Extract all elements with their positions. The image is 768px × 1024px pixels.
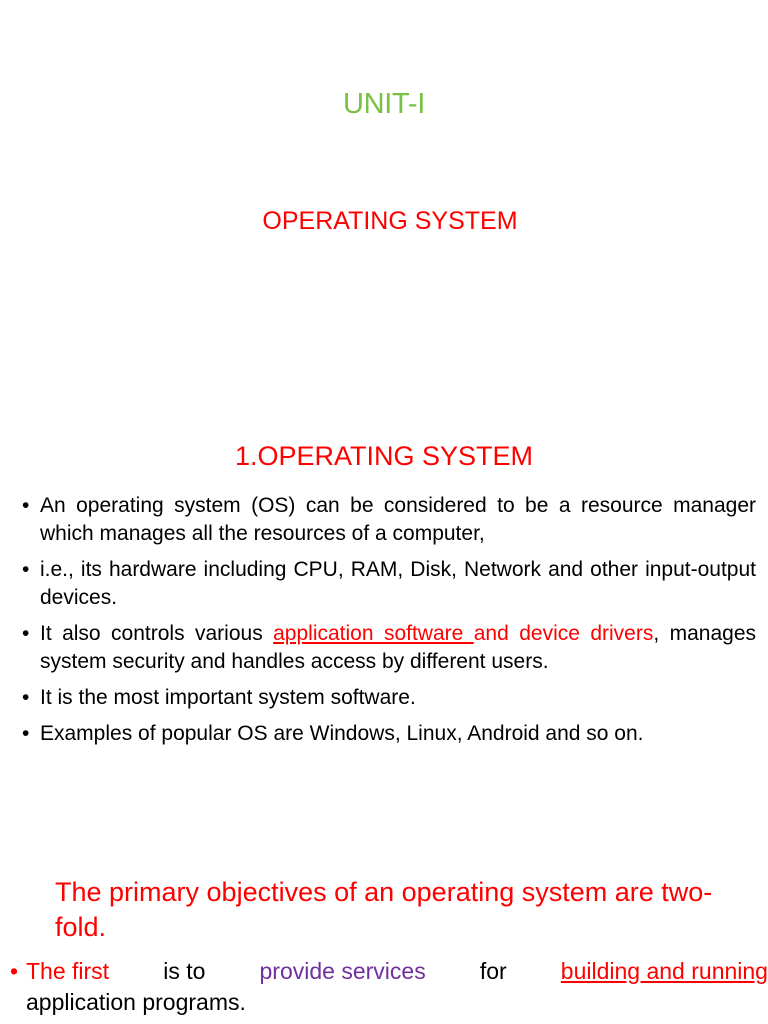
is-to-text: is to	[163, 958, 206, 984]
bullet-text-suffix: , manages system security and handles access by different users.	[40, 622, 757, 673]
for-text: for	[479, 958, 507, 984]
definition-bullet-list	[22, 492, 756, 756]
bullet-text: i.e., its hardware including CPU, RAM, Disk, Network and other input-output devices.	[40, 558, 756, 609]
bullet-item-resource-manager	[22, 492, 756, 548]
device-drivers-highlight: and device drivers	[473, 622, 654, 645]
bullet-item-examples	[22, 720, 756, 748]
first-objective-line	[26, 956, 768, 987]
bullet-item-controls	[22, 620, 756, 676]
bullet-text: It is the most important system software.	[40, 686, 416, 709]
bullet-marker: •	[22, 494, 30, 517]
application-software-highlight: application software	[273, 622, 474, 645]
bullet-marker: •	[10, 958, 19, 984]
unit-title: UNIT-I	[343, 88, 425, 120]
bullet-marker: •	[22, 622, 30, 645]
bullet-marker: •	[22, 722, 30, 745]
bullet-item-hardware	[22, 556, 756, 612]
provide-services-text: provide services	[259, 958, 426, 984]
the-first-text: The first	[26, 958, 110, 984]
first-objective-line-2: application programs.	[26, 989, 246, 1015]
main-heading: OPERATING SYSTEM	[262, 207, 518, 235]
first-objective-bullet	[10, 956, 768, 1018]
bullet-text: Examples of popular OS are Windows, Linux, Android and so on.	[40, 722, 644, 745]
bullet-text: An operating system (OS) can be considered to be a resource manager which manages all the resources of a computer,	[40, 494, 756, 545]
bullet-marker: •	[22, 558, 30, 581]
bullet-item-important	[22, 684, 756, 712]
section-heading: 1.OPERATING SYSTEM	[234, 441, 534, 471]
building-and-running-text: building and running	[560, 958, 768, 984]
bullet-text-prefix: It also controls various	[40, 622, 274, 645]
bullet-marker: •	[22, 686, 30, 709]
objectives-title: The primary objectives of an operating system are two-fold.	[55, 877, 713, 942]
